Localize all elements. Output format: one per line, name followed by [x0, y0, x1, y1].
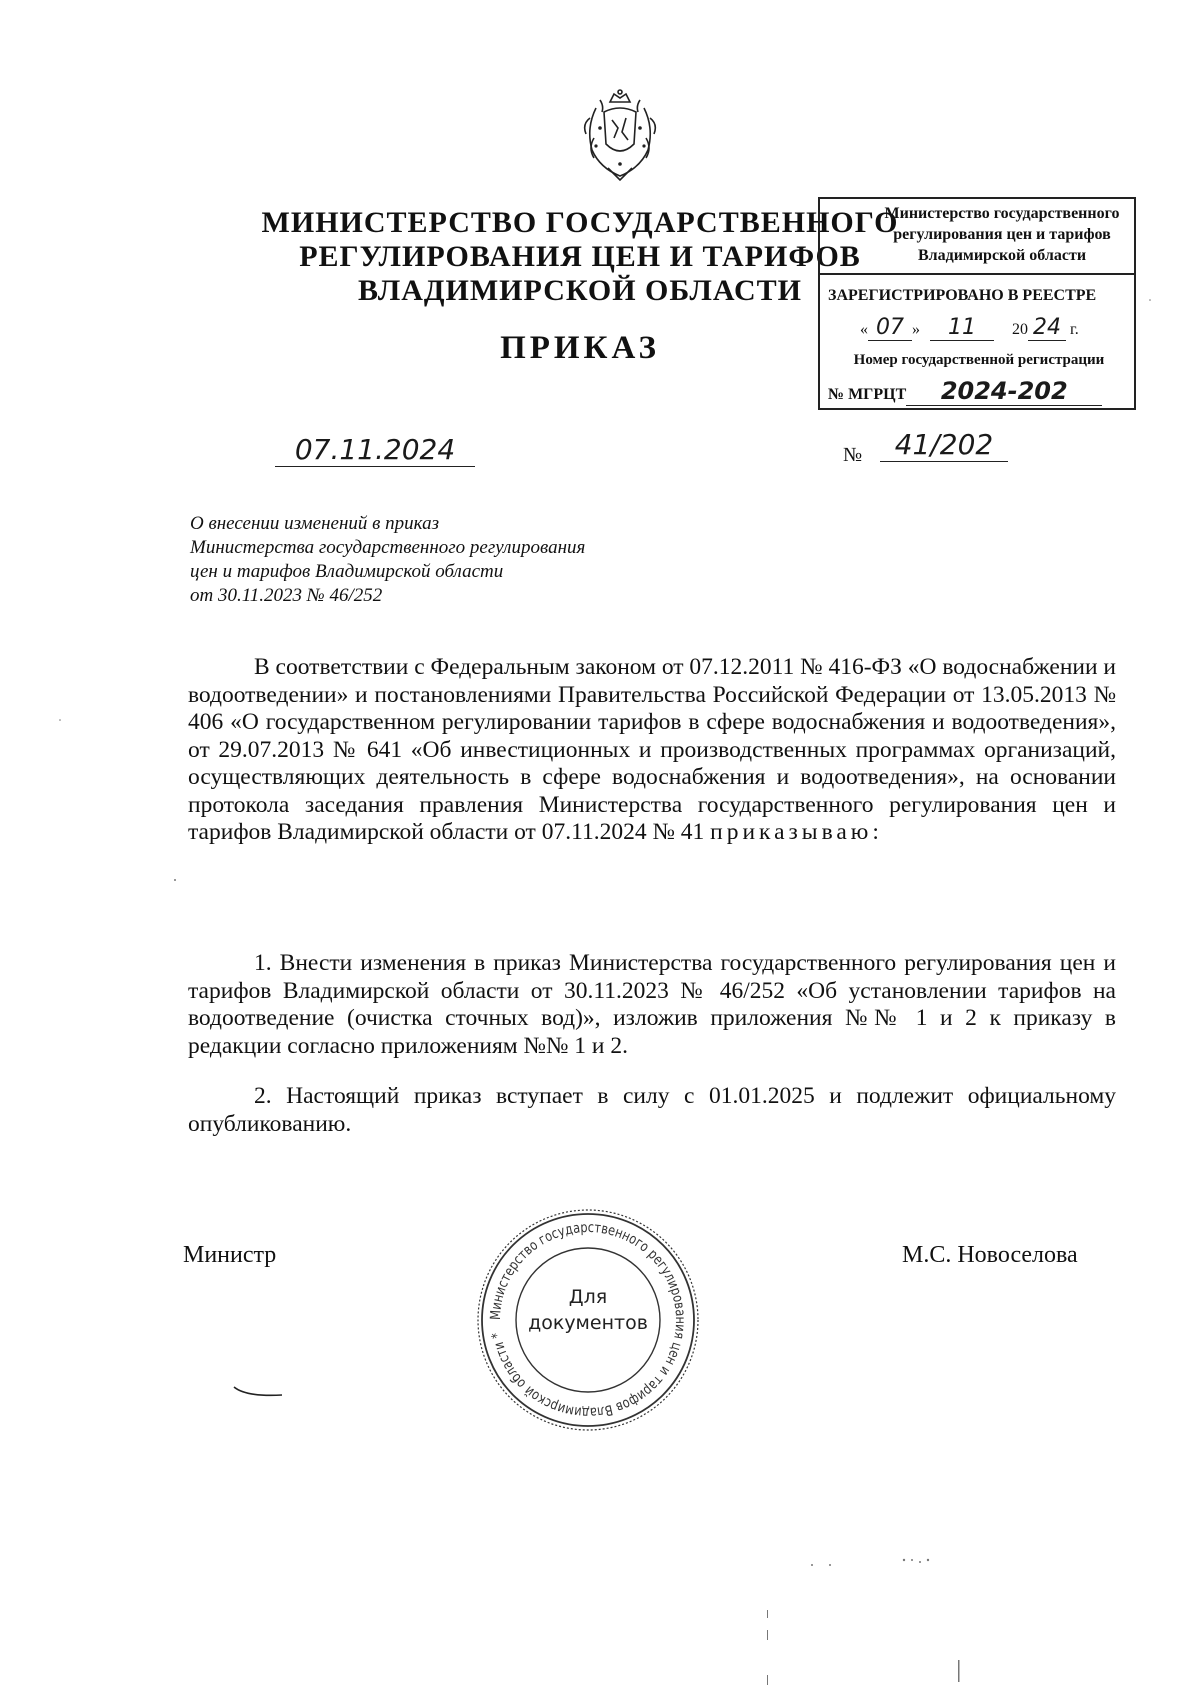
signatory-position: Министр — [183, 1242, 277, 1268]
registration-day: 07 — [868, 315, 912, 341]
ministry-name-line-3: ВЛАДИМИРСКОЙ ОБЛАСТИ — [358, 274, 802, 307]
item-2-text: 2. Настоящий приказ вступает в силу с 01.01.2025 и подлежит официальному опубликованию. — [188, 1083, 1116, 1137]
ministry-name-line-2: РЕГУЛИРОВАНИЯ ЦЕН И ТАРИФОВ — [299, 240, 861, 273]
mgrpct-prefix: № МГРЦТ — [828, 386, 907, 403]
seal-ring-text: Министерство государственного регулирования цен и тарифов Владимирской области * — [487, 1219, 689, 1421]
registration-number-label: Номер государственной регистрации — [853, 352, 1105, 368]
order-subject — [190, 512, 710, 608]
item-1-text: 1. Внести изменения в приказ Министерства государственного регулирования цен и тарифов Владимирской области от 30.11.2023 № 46/252 «Об установлении тарифов на водоотведение (очистка сточных вод)», изложив приложения №№ 1 и 2 к приказу в редакции согласно приложениям №№ 1 и 2. — [188, 950, 1116, 1059]
registration-stamp — [818, 197, 1136, 410]
registration-year-suffix: 24 — [1028, 315, 1066, 341]
registered-label: ЗАРЕГИСТРИРОВАНО В РЕЕСТРЕ — [828, 287, 1097, 304]
preamble-paragraph — [188, 654, 1116, 847]
stamp-org-line-2: регулирования цен и тарифов — [893, 226, 1111, 243]
registration-number — [828, 377, 1102, 406]
order-word: приказываю: — [710, 819, 883, 845]
registration-year-mark: г. — [1070, 321, 1079, 338]
document-type: ПРИКАЗ — [500, 330, 660, 366]
order-number-label: № — [843, 444, 863, 466]
subject-line-4: от 30.11.2023 № 46/252 — [190, 585, 383, 606]
registration-year-prefix: 20 — [1012, 321, 1028, 338]
registration-date: « 07 » 11 20 24 г. — [860, 315, 1079, 340]
preamble-text: В соответствии с Федеральным законом от 07.12.2011 № 416-ФЗ «О водоснабжении и водоотведении» и постановлениями Правительства Российской Федерации от 13.05.2013 № 406 «О государственном регулировании тарифов в сфере водоснабжения и водоотведения», от 29.07.2013 № 641 «Об инвестиционных и производственных программах организаций, осуществляющих деятельность в сфере водоснабжения и водоотведения», на основании протокола заседания правления Министерства государственного регулирования цен и тарифов Владимирской области от 07.11.2024 № 41 — [188, 654, 1117, 845]
seal-center-line-1: Для — [568, 1286, 608, 1308]
signature-mark — [232, 1385, 284, 1399]
item-1-paragraph — [188, 950, 1116, 1060]
ministry-name-line-1: МИНИСТЕРСТВО ГОСУДАРСТВЕННОГО — [261, 206, 899, 239]
order-number: 41/202 — [880, 428, 1008, 462]
stamp-org-line-3: Владимирской области — [917, 247, 1087, 264]
registration-stamp-org — [880, 203, 1124, 266]
seal-center-line-2: документов — [528, 1312, 648, 1334]
stamp-divider — [820, 273, 1134, 275]
coat-of-arms-icon — [578, 88, 662, 184]
ministry-name — [250, 206, 910, 308]
order-date: 07.11.2024 — [275, 433, 475, 467]
mgrpct-number: 2024-202 — [906, 377, 1102, 406]
subject-line-1: О внесении изменений в приказ — [190, 513, 439, 534]
seal-center-text — [518, 1284, 658, 1336]
subject-line-2: Министерства государственного регулирования — [190, 537, 586, 558]
item-2-paragraph — [188, 1083, 1116, 1138]
stamp-org-line-1: Министерство государственного — [884, 205, 1120, 222]
registration-month: 11 — [930, 315, 994, 341]
subject-line-3: цен и тарифов Владимирской области — [190, 561, 504, 582]
signatory-name: М.С. Новоселова — [902, 1242, 1078, 1268]
